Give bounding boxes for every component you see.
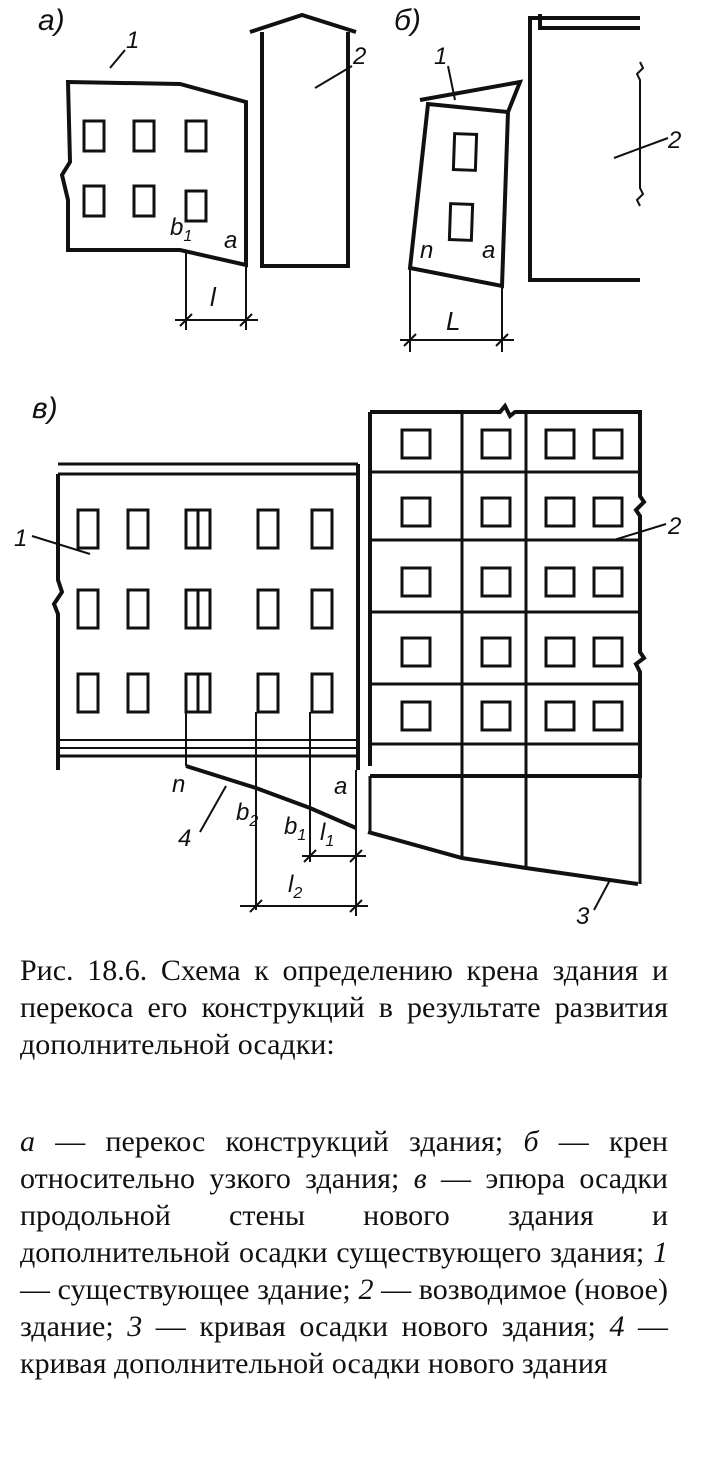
legend-key-a: а bbox=[20, 1125, 35, 1158]
panel-a-building-2-label: 2 bbox=[353, 43, 367, 70]
legend-key-4: 4 bbox=[609, 1310, 625, 1343]
legend-text-3: — кривая осадки нового здания; bbox=[142, 1310, 610, 1343]
panel-c-curve-3-label: 3 bbox=[576, 903, 590, 930]
panel-a-building-1 bbox=[62, 82, 246, 265]
legend-key-b: б bbox=[523, 1125, 539, 1158]
panel-a-windows bbox=[84, 121, 206, 221]
legend-text-1: — существующее здание; bbox=[20, 1273, 359, 1306]
panel-c-building-1-windows bbox=[78, 510, 332, 712]
panel-b-dim-L-label: L bbox=[446, 306, 461, 336]
panel-b-label: б) bbox=[394, 4, 421, 37]
panel-c-curve-4-label: 4 bbox=[178, 825, 192, 852]
figure-caption: Рис. 18.6. Схема к определению крена здания и перекоса его конструкций в результате развития дополнительной осадки: bbox=[20, 954, 668, 1061]
panel-c-point-n: n bbox=[172, 771, 186, 798]
panel-a-point-a: a bbox=[224, 227, 238, 254]
legend-text-4: — кривая дополнительной осадки нового здания bbox=[20, 1310, 668, 1380]
panel-a-building-1-label: 1 bbox=[126, 27, 140, 54]
panel-a-building-2 bbox=[250, 15, 356, 266]
panel-b-building-2 bbox=[530, 14, 640, 280]
panel-b-point-n: n bbox=[420, 237, 434, 264]
panel-c bbox=[14, 392, 681, 930]
panel-b-windows bbox=[449, 134, 476, 241]
panel-c-dim-l1: $l_1$ bbox=[320, 819, 335, 850]
panel-c-curve-3 bbox=[368, 832, 638, 884]
legend-text-2: — возводимое (новое) здание; bbox=[20, 1273, 668, 1343]
panel-c-dimension-l2 bbox=[240, 900, 368, 912]
figure-legend bbox=[20, 1123, 668, 1382]
panel-b-building-1-label: 1 bbox=[434, 43, 448, 70]
panel-b-point-a: a bbox=[482, 237, 496, 264]
legend-text-a: — перекос конструкций здания; bbox=[35, 1125, 524, 1158]
panel-c-point-b2: $b_2$ bbox=[236, 799, 259, 830]
panel-c-label: в) bbox=[32, 392, 58, 425]
panel-c-point-b1: $b_1$ bbox=[284, 813, 307, 844]
panel-a-point-b1: $b_1$ bbox=[170, 214, 193, 245]
legend-key-2: 2 bbox=[358, 1273, 374, 1306]
panel-c-building-2 bbox=[370, 406, 644, 776]
legend-key-1: 1 bbox=[653, 1236, 668, 1269]
panel-b bbox=[394, 4, 681, 352]
panel-a bbox=[38, 4, 366, 330]
legend-key-v: в bbox=[413, 1162, 427, 1195]
legend-text-b: — крен относительно узкого здания; bbox=[20, 1125, 668, 1195]
panel-a-label: а) bbox=[38, 4, 65, 37]
panel-c-curve-4 bbox=[186, 766, 356, 828]
panel-b-building-2-label: 2 bbox=[668, 127, 682, 154]
panel-c-dim-l2: $l_2$ bbox=[288, 871, 303, 902]
panel-c-building-1-label: 1 bbox=[14, 525, 28, 552]
panel-a-dim-l-label: l bbox=[210, 282, 216, 312]
legend-key-3: 3 bbox=[127, 1310, 143, 1343]
panel-c-point-a: a bbox=[334, 773, 348, 800]
legend-text-v: — эпюра осадки продольной стены нового здания и дополнительной осадки существующего здания; bbox=[20, 1162, 668, 1269]
panel-c-building-2-label: 2 bbox=[668, 513, 682, 540]
